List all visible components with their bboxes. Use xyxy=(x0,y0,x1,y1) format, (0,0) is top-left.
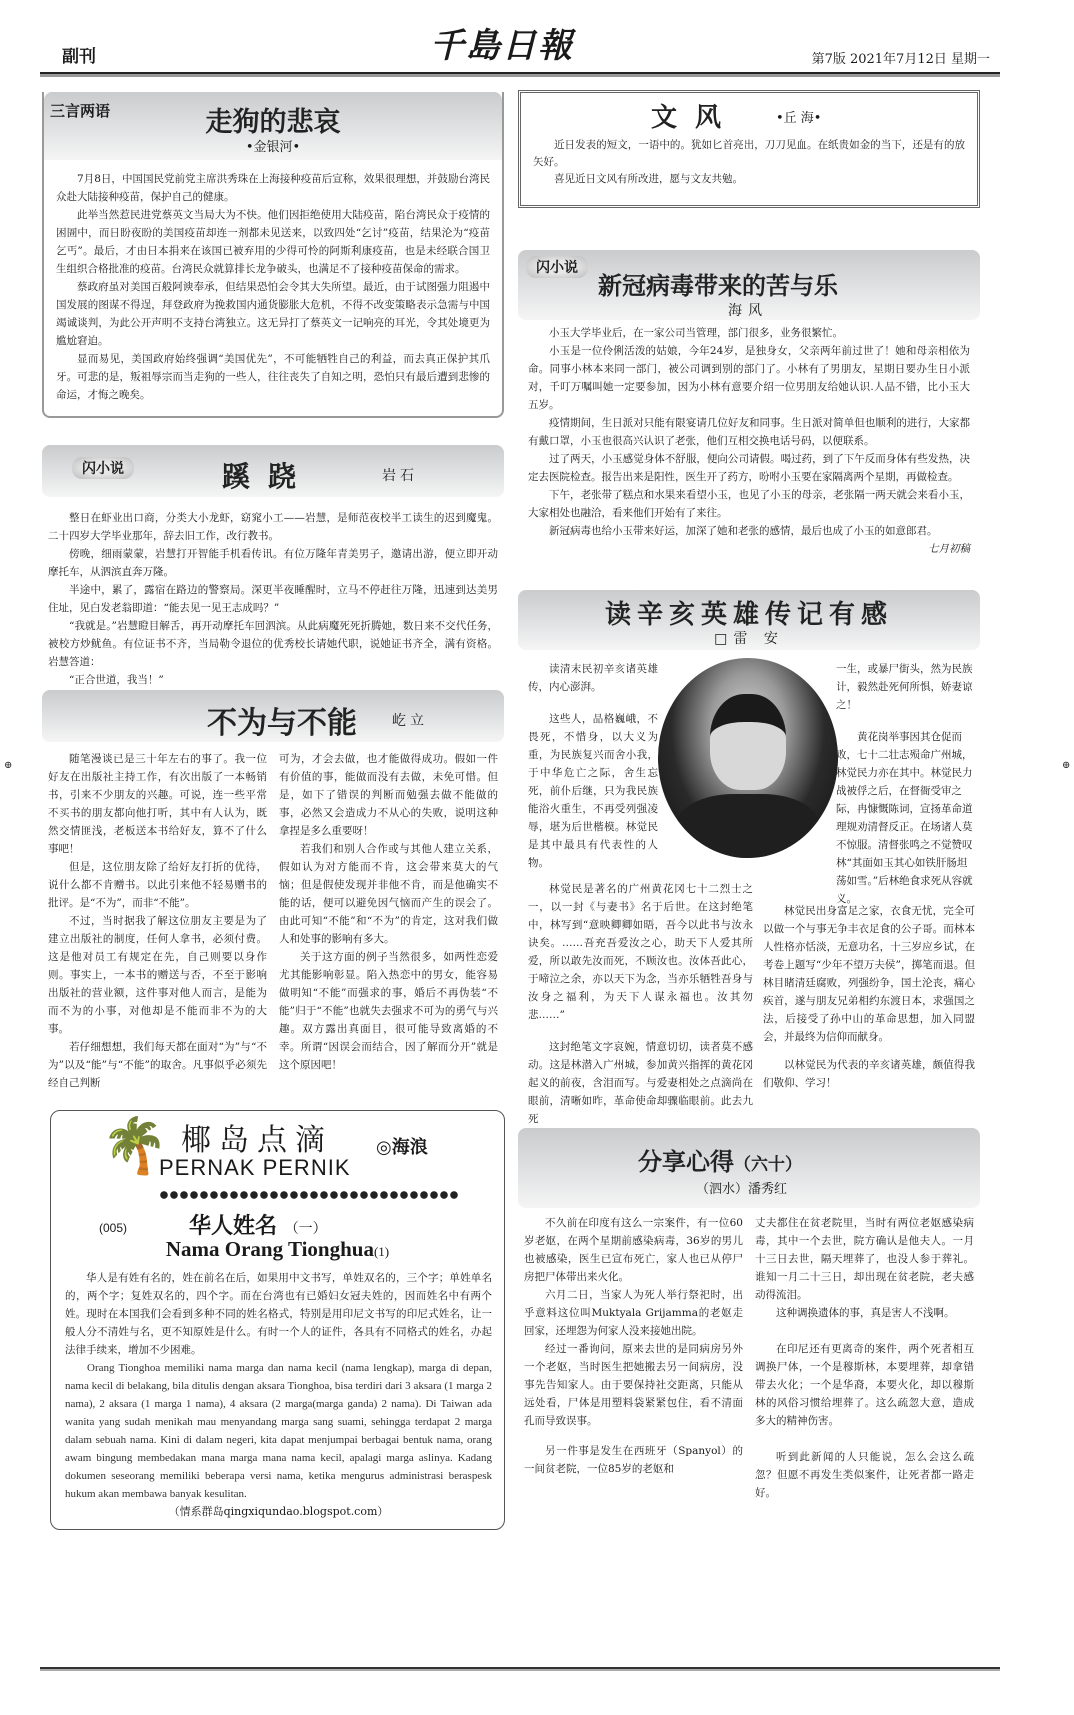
paragraph: 新冠病毒也给小玉带来好运，加深了她和老张的感情，最后也成了小玉的如意郎君。 xyxy=(549,525,938,537)
article-columns xyxy=(518,1208,980,1502)
article-banner xyxy=(44,92,502,160)
paragraph: 小玉是一位伶俐活泼的姑娘，今年24岁，是独身女，父亲两年前过世了！她和母亲相依为命。同事小林本来同一部门，被公司调到别的部门了。小林有了男朋友，星期日要办生日小派对，千叮万嘱叫她一定要参加，因为小林有意要介绍一位男朋友给她认识.人品不错，比小玉大五岁。 xyxy=(528,345,970,411)
portrait-photo xyxy=(658,658,838,858)
article-banner xyxy=(42,445,504,497)
paragraph: 下午，老张带了糕点和水果来看望小玉，也见了小玉的母亲，老张隔一两天就会来看小玉，大家相处也融洽，看来他们开始有了来往。 xyxy=(528,489,970,519)
article-title: 走狗的悲哀 xyxy=(205,107,341,138)
paragraph: 不久前在印度有这么一宗案件，有一位60岁老妪，在两个星期前感染病毒，36岁的男儿也被感染，医生已宣布死亡，家人也已从停尸房把尸体带出来火化。 xyxy=(524,1217,743,1283)
paragraph: 不过，当时据我了解这位朋友主要是为了建立出版社的制度，任何人拿书，必须付费。这是他对员工有规定在先，自己则要以身作则。事实上，一本书的赠送与否，不至于影响出版社的营业额，这件事对他人而言，是能为而不为的小事，对他却是不能而非不为的大事。 xyxy=(48,915,267,1035)
heading-id xyxy=(51,1237,504,1262)
article-title: 文风 xyxy=(651,103,740,133)
article-banner xyxy=(518,590,980,650)
portrait-collar xyxy=(676,794,820,858)
paragraph: 显而易见，美国政府始终强调“美国优先”，不可能牺牲自己的利益，而去真正保护其爪牙。可悲的是，叛祖辱宗而当走狗的一些人，往往丧失了自知之明，恐怕只有最后遭到悲惨的命运，才悔之晚矣。 xyxy=(56,353,490,401)
text-block-bottom-left xyxy=(528,880,753,1128)
article-byline: ◎海浪 xyxy=(376,1137,428,1158)
article-sharing xyxy=(518,1128,980,1648)
article-banner xyxy=(42,690,504,742)
paragraph: “正合世道，我当！” xyxy=(69,674,164,686)
column-left xyxy=(48,750,267,1092)
paragraph: 这封绝笔文字哀婉，情意切切，读者莫不感动。这是林潜入广州城，参加黄兴指挥的黄花冈起义的前夜，含泪而写。与爱妻相处之点滴尚在眼前，清晰如昨，革命使命却骤临眼前。此去九死 xyxy=(528,1041,753,1125)
article-title xyxy=(638,1142,802,1177)
source-credit: （情系群岛qingxiqundao.blogspot.com） xyxy=(168,1505,389,1518)
paragraph: 整日在虾业出口商，分类大小龙虾，窈窕小工——岩慧，是师范夜校半工读生的迟到魔鬼。二十四岁大学毕业那年，辞去旧工作，改行教书。 xyxy=(48,512,498,542)
column-left xyxy=(524,1214,743,1502)
column-title-cn: 椰岛点滴 xyxy=(181,1123,333,1158)
paragraph: 随笔漫谈已是三十年左右的事了。我一位好友在出版社主持工作，有次出版了一本畅销书，引来不少朋友的兴趣。可说，连一些平常不买书的朋友都向他打听，其中有人认为，既然交情匪浅，老板送本书给好友，算不了什么事吧！ xyxy=(48,753,267,855)
article-covid-story xyxy=(518,250,980,580)
column-tag: 闪小说 xyxy=(72,457,134,479)
article-body xyxy=(42,497,504,689)
paragraph: 蔡政府虽对美国百般阿谀奉承，但结果恐怕会令其大失所望。最近，由于试图强力阻遏中国发展的图谋不得逞，拜登政府为挽救国内通货膨胀大危机，不得不改变策略表示急需与中国竭诚谈判，为此公开声明不支持台湾独立。这无异打了蔡英文一记响亮的耳光，令其处境更为尴尬窘迫。 xyxy=(56,281,490,347)
header-rule xyxy=(40,72,1000,77)
article-byline: •金银河• xyxy=(245,140,301,155)
paragraph: 关于这方面的例子当然很多，如两性恋爱尤其能影响彰显。陷入热恋中的男女，能容易做明知“不能”而强求的事，婚后不再伪装“不能”归于“不能”也就失去强求不可为的勇气与兴趣。双方露出真面目，很可能导致离婚的不幸。所谓“因误会而结合，因了解而分开”就是这个原因吧！ xyxy=(279,951,498,1071)
heading-id-sub: (1) xyxy=(373,1244,390,1259)
article-byline: 海风 xyxy=(728,303,768,319)
article-banner xyxy=(518,1128,980,1208)
paragraph: 若我们和别人合作或与其他人建立关系，假如认为对方能而不肯，这会带来莫大的气恼；但是假使发现并非他不肯，而是他确实不能的话，便可以避免因气恼而产生的误会了。由此可知“不能”和“不为”的肯定，这对我们做人和处事的影响有多大。 xyxy=(279,843,498,945)
paragraph: 黄花岗举事因其仓促而败，七十二壮志殒命广州城，林觉民力亦在其中。林觉民力战被俘之后，在督衙受审之际，冉慷慨陈词，宣扬革命道理规劝清督反正。在场诸人莫不惊服。清督张鸣之不觉赞叹林“其面如玉其心如铁肝肠坦荡如雪。”后林绝食求死从容就义。 xyxy=(836,731,973,905)
paragraph: 半途中，累了，露宿在路边的警察局。深更半夜睡醒时，立马不停赶往万隆，迅速到达美男住址，见白发老翁即道：“能去见一见王志成吗？” xyxy=(48,584,498,614)
paragraph-zh: 华人是有姓有名的，姓在前名在后，如果用中文书写，单姓双名的，三个字；单姓单名的，两个字；复姓双名的，四个字。而在台湾也有已婚妇女冠夫姓的，因而姓名中有两个姓。现时在本国我们会看到多种不同的姓名格式，特别是用印尼文书写的印尼式姓名，让一般人分不清姓与名，更不知原姓是什么。有时一个人的证件，各具有不同格式的姓名，办起法律手续来，增加不少困难。 xyxy=(65,1272,492,1356)
paragraph: 喜见近日文风有所改进，愿与文友共勉。 xyxy=(554,173,743,185)
article-title-text: 分享心得 xyxy=(638,1148,734,1176)
article-body xyxy=(518,320,980,558)
article-columns xyxy=(42,742,504,1092)
palm-tree-icon: 🌴 xyxy=(101,1114,169,1177)
paragraph: 读清末民初辛亥诸英雄传，内心澎湃。 xyxy=(528,663,658,693)
masthead xyxy=(40,0,1000,80)
article-title: 不为与不能 xyxy=(207,706,357,741)
registration-mark-icon: ⊕ xyxy=(1062,760,1071,771)
footer-rule xyxy=(40,1667,1000,1671)
portrait-face xyxy=(710,694,786,790)
heading-zh-text: 华人姓名 xyxy=(189,1213,278,1239)
paragraph: 但是，这位朋友除了给好友打折的优待，说什么都不肯赠书。以此引来他不轻易赠书的批评。是“不为”，而非“不能”。 xyxy=(48,861,267,909)
issue-number: (005) xyxy=(99,1221,128,1235)
column-right xyxy=(279,750,498,1092)
article-title: 蹊跷 xyxy=(222,460,315,493)
paragraph: 另一件事是发生在西班牙（Spanyol）的一间贫老院，一位85岁的老妪和 xyxy=(524,1445,743,1475)
paragraph: 此举当然惹民进党蔡英文当局大为不快。他们因拒绝使用大陆疫苗，陷台湾民众于疫情的困圄中，而日盼夜盼的美国疫苗却连一剂都未见送来，以致四处“乞讨”疫苗，结果沦为“疫苗乞丐”。最后，才由日本捐来在该国已被弃用的少得可怜的阿斯利康疫苗，也是未经联合国卫生组织合格批准的疫苗。台湾民众就算排长龙争破头，也满足不了接种疫苗保命的需求。 xyxy=(56,209,490,275)
paragraph: 丈夫都住在贫老院里，当时有两位老妪感染病毒，其中一个去世，院方确认是他夫人。一月十三日去世，隔天埋葬了，也没人参于葬礼。谁知一月二十三日，却出现在贫老院，老夫感动得流泪。 xyxy=(755,1217,974,1301)
paragraph: 听到此新闻的人只能说，怎么会这么疏忽？但愿不再发生类似案件，让死者都一路走好。 xyxy=(755,1451,974,1499)
column-tag: 三言两语 xyxy=(50,102,111,120)
article-body xyxy=(533,137,965,188)
article-xinhai-heroes xyxy=(518,590,980,1125)
draft-date: 七月初稿 xyxy=(928,543,970,555)
article-body xyxy=(44,160,502,404)
text-block-top-left xyxy=(528,660,658,872)
column-tag: 闪小说 xyxy=(526,256,588,278)
article-byline: •丘 海• xyxy=(776,111,822,126)
paragraph: 傍晚，细雨蒙蒙，岩慧打开智能手机看传讯。有位万隆年青美男子，邀请出游，便立即开动摩托车，从泗滨直奔万隆。 xyxy=(48,548,498,578)
article-buwei xyxy=(42,690,504,1089)
heading-id-text: Nama Orang Tionghua xyxy=(165,1237,374,1261)
paragraph: 林觉民出身富足之家，衣食无忧，完全可以做一个与事无争丰衣足食的公子哥。而林本人性格亦恬淡，无意功名，十三岁应乡试，在考卷上题写“少年不望万夫侯”，掷笔而退。但林目睹清廷腐败，列强纷争，国土沦丧，痛心疾首，遂与朋友兄弟相约东渡日本，求强国之法，后接受了孙中山的革命思想，加入同盟会，并最终为信仰而献身。 xyxy=(763,905,975,1043)
column-right xyxy=(755,1214,974,1502)
article-byline: 屹立 xyxy=(392,713,428,729)
paragraph-id: Orang Tionghoa memiliki nama marga dan nama kecil (nama lengkap), marga di depan, nama kecil di belakang, bila ditulis dengan aksara Tionghoa, bisa terdiri dari 3 aksara (1 marga 2 nama), 2 aksara (1 marga 1 nama), 4 aksara (2 marga(marga ganda) 2 nama). Di Taiwan ada wanita yang sudah menikah mau menyandang marga sang suami, sehingga terdapat 2 marga dalam sebuah nama. Kini di dalam negeri, kita dapat menjumpai berbagai bentuk nama, orang awam bingung membedakan mana marga mana nama kecil, apalagi marga aslinya. Kadang dokumen seseorang memiliki beberapa versi nama, ketika mengurus administrasi beraspesk hukum akan membawa banyak kesulitan. xyxy=(65,1362,492,1500)
paragraph: 一生，或暴尸街头，然为民族计，毅然赴死何所惧，娇妻谅之！ xyxy=(836,663,973,711)
article-title: 新冠病毒带来的苦与乐 xyxy=(598,272,838,300)
dateline: 第7版 2021年7月12日 星期一 xyxy=(811,52,990,67)
paragraph: 这些人，品格巍峨，不畏死，不惜身，以大义为重，为民族复兴而舍小我，于中华危亡之际，舍生忘死，前仆后继，只为我民族能浴火重生，不再受列强凌辱，堪为后世楷模。林觉民是其中最具有代表性的人物。 xyxy=(528,713,658,869)
article-wenfeng xyxy=(518,90,980,208)
section-label: 副刊 xyxy=(62,47,96,67)
text-block-bottom-right xyxy=(763,902,975,1092)
paragraph: 过了两天，小玉感觉身体不舒服，便向公司请假。喝过药，到了下午反而身体有些发热，决定去医院检查。报告出来是阳性，医生开了药方，吩咐小玉要在家隔离两个星期，再做检查。 xyxy=(528,453,970,483)
paragraph: 经过一番询问，原来去世的是同病房另外一个老妪，当时医生把她搬去另一间病房，没事先告知家人。由于要保持社交距离，只能从远处看，尸体是用塑料袋紧紧包住，看不清面孔而导致误事。 xyxy=(524,1343,743,1427)
registration-mark-icon: ⊕ xyxy=(4,760,13,771)
dotted-divider xyxy=(159,1189,459,1201)
paragraph: 7月8日，中国国民党前党主席洪秀珠在上海接种疫苗后宣称，效果很理想，并鼓励台湾民众赴大陆接种疫苗，保护自己的健康。 xyxy=(56,173,490,203)
article-pernak-pernik xyxy=(50,1110,505,1530)
paragraph: 在印尼还有更离奇的案件，两个死者相互调换尸体，一个是穆斯林，本要埋葬，却拿错带去火化；一个是华裔，本要火化，却以穆斯林的风俗习惯给埋葬了。这么疏忽大意，造成多大的精神伤害。 xyxy=(755,1343,974,1427)
article-zougou xyxy=(42,92,504,418)
paragraph: 林觉民是著名的广州黄花冈七十二烈士之一，以一封《与妻书》名于后世。在这封绝笔中，林写到“意映卿卿如晤，吾今以此书与汝永诀矣。……吾充吾爱汝之心，助天下人爱其所爱，所以敢先汝而死，不顾汝也。汝体吾此心，于啼泣之余，亦以天下为念，当亦乐牺牲吾身与汝身之福利，为天下人谋永福也。汝其勿悲……” xyxy=(528,883,753,1021)
article-banner xyxy=(518,250,980,320)
paragraph: 若仔细想想，我们每天都在面对“为”与“不为”以及“能”与“不能”的取舍。凡事似乎必须先经自己判断 xyxy=(48,1041,267,1089)
paragraph: 六月二日，当家人为死人举行祭祀时，出乎意料这位叫Muktyala Grijamma的老妪走回家，还埋怨为何家人没来接她出院。 xyxy=(524,1289,743,1337)
paragraph: 以林觉民为代表的辛亥诸英雄，颇值得我们敬仰、学习！ xyxy=(763,1059,975,1089)
column-title-en: PERNAK PERNIK xyxy=(159,1155,351,1180)
article-byline: □雷 安 xyxy=(714,631,784,647)
article-title-sub: （六十） xyxy=(734,1155,802,1175)
paragraph: 近日发表的短文，一语中的。犹如匕首亮出，刀刀见血。在纸贵如金的当下，还是有的放矢好。 xyxy=(533,139,965,168)
article-byline: 岩石 xyxy=(382,468,418,484)
newspaper-logo: 千島日報 xyxy=(430,26,574,66)
heading-zh-sub: （一） xyxy=(284,1221,327,1237)
paragraph: 这种调换遗体的事，真是害人不浅啊。 xyxy=(776,1307,955,1319)
heading-zh xyxy=(189,1209,327,1240)
article-body xyxy=(65,1269,492,1521)
paragraph: 可为，才会去做，也才能做得成功。假如一件有价值的事，能做而没有去做，未免可惜。但是，如下了错误的判断而勉强去做不能做的事，必然又会造成力不从心的失败，说明这种拿捏是多么重要呀！ xyxy=(279,753,498,837)
paragraph: 疫情期间，生日派对只能有限宴请几位好友和同事。生日派对简单但也顺利的进行，大家都有戴口罩，小玉也很高兴认识了老张，他们互相交换电话号码，以便联系。 xyxy=(528,417,970,447)
text-block-top-right xyxy=(836,660,976,908)
article-byline: （泗水）潘秀红 xyxy=(696,1182,788,1197)
article-qiqiao xyxy=(42,445,504,686)
paragraph: “我就是。”岩慧瞪目解舌，再开动摩托车回泗滨。从此病魔死死折腾她，数日来不交代任务，被校方炒鱿鱼。有位证书不齐，当局勒令退位的优秀校长请她代职，说她证书齐全，满有资格。岩慧答道： xyxy=(48,620,498,668)
paragraph: 小玉大学毕业后，在一家公司当管理，部门很多，业务很繁忙。 xyxy=(549,327,843,339)
article-title: 读辛亥英雄传记有感 xyxy=(604,600,893,630)
